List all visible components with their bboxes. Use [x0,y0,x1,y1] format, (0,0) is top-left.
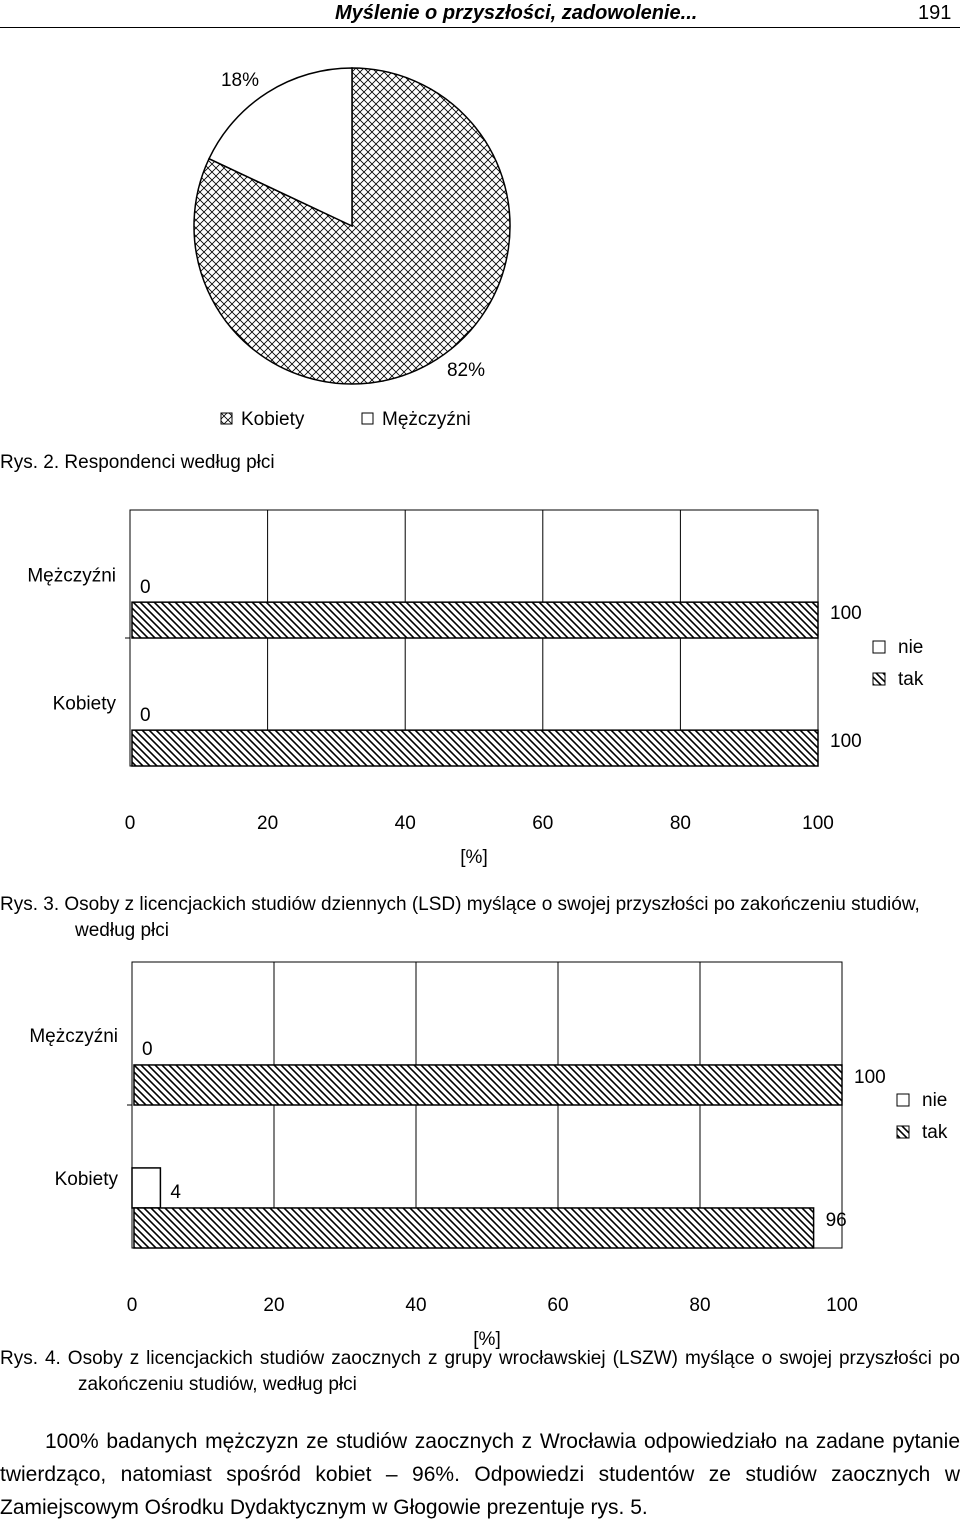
running-header-title: Myślenie o przyszłości, zadowolenie... [335,2,698,24]
x-tick-label: 100 [802,813,834,834]
x-tick-label: 20 [257,813,279,834]
x-tick-label: 40 [394,813,416,834]
legend-label: nie [898,637,924,658]
bar-nie [132,1168,160,1208]
legend-label: tak [898,669,924,690]
fig2-caption: Rys. 2. Respondenci według płci [0,452,275,473]
bar-tak [134,1208,814,1248]
legend-label: Mężczyźni [382,409,471,430]
page-number: 191 [918,2,952,24]
legend-swatch [897,1094,909,1106]
legend-label: tak [922,1122,948,1143]
data-label-tak: 96 [825,1209,847,1231]
legend-swatch [221,413,232,424]
fig4-caption: Rys. 4. Osoby z licencjackich studiów zaocznych z grupy wrocławskiej (LSZW) myślące o swojej przyszłości po zakończeniu studiów, według płci [0,1348,960,1395]
category-label: Mężczyźni [29,1026,118,1048]
gender-pie-chart [194,68,510,430]
data-label-tak: 100 [830,603,862,625]
bar-tak [132,730,818,766]
pie-data-label: 18% [220,70,260,91]
lsd-bar-chart [27,510,924,868]
x-tick-label: 60 [532,813,554,834]
x-axis-label: [%] [473,1329,501,1350]
x-tick-label: 0 [126,1295,138,1316]
data-label-nie: 4 [170,1181,181,1203]
data-label-nie: 0 [140,577,151,599]
pie-data-label: 82% [446,360,486,381]
x-tick-label: 40 [405,1295,427,1316]
legend-swatch [873,641,885,653]
bar-tak [134,1065,842,1105]
x-tick-label: 100 [826,1295,858,1316]
body-paragraph [0,1425,960,1524]
data-label-nie: 0 [140,705,151,727]
category-label: Kobiety [52,693,116,715]
data-label-tak: 100 [830,731,862,753]
legend-label: nie [922,1090,948,1111]
data-label-tak: 100 [854,1066,886,1088]
body-paragraph-text: 100% badanych mężczyzn ze studiów zaocznych z Wrocławia odpowiedziało na zadane pytanie twierdząco, natomiast spośród kobiet – 96%. Odpowiedzi studentów ze studiów zaocznych w Zamiejscowym Ośrodku Dydaktycznym w Głogowie prezentuje rys. 5. [0,1430,960,1519]
fig3-caption: Rys. 3. Osoby z licencjackich studiów dziennych (LSD) myślące o swojej przyszłości po zakończeniu studiów, według płci [0,894,920,941]
legend-swatch [873,673,885,685]
data-label-nie: 0 [142,1038,153,1060]
x-tick-label: 80 [669,813,691,834]
x-axis-label: [%] [460,847,488,868]
legend-swatch [897,1126,909,1138]
legend-label: Kobiety [241,409,305,430]
x-tick-label: 80 [689,1295,711,1316]
x-tick-label: 60 [547,1295,569,1316]
x-tick-label: 20 [263,1295,285,1316]
x-tick-label: 0 [124,813,136,834]
bar-tak [132,602,818,638]
category-label: Mężczyźni [27,565,116,587]
legend-swatch [362,413,373,424]
category-label: Kobiety [54,1169,118,1191]
lszw-bar-chart [29,962,948,1350]
